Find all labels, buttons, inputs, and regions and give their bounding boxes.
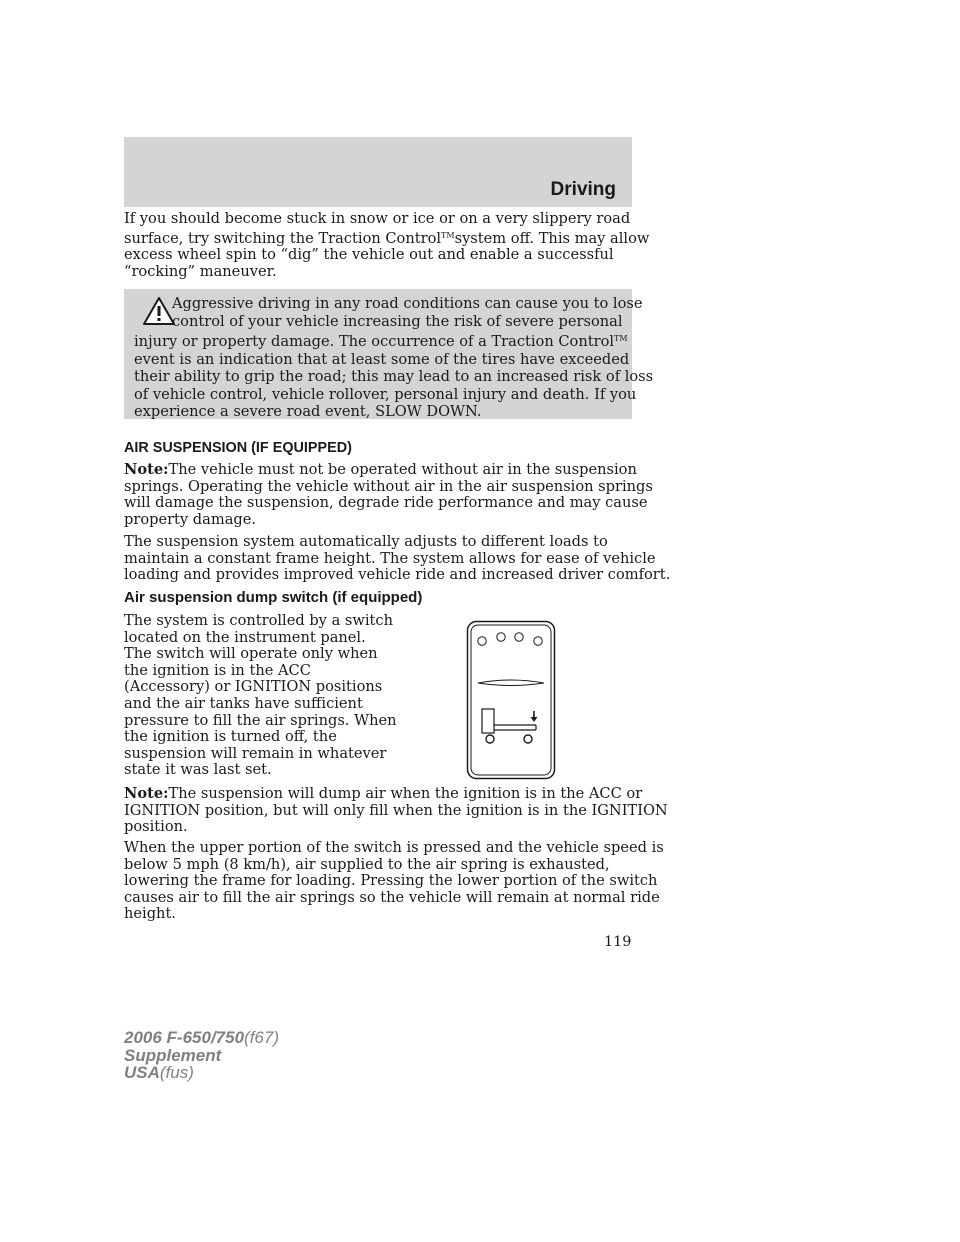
trademark-mark: TM	[614, 334, 628, 343]
text-line: The system is controlled by a switch	[124, 612, 393, 629]
text-line	[124, 461, 637, 479]
intro-paragraph	[124, 210, 650, 280]
dump-switch-paragraph	[124, 613, 424, 779]
text-line: causes air to fill the air springs so the vehicle will remain at normal ride	[124, 888, 660, 906]
text-line: height.	[124, 905, 176, 923]
footer-line	[124, 1029, 279, 1047]
text-line: The suspension system automatically adjusts to different loads to	[124, 533, 608, 550]
indicator-dot	[497, 633, 505, 641]
indicator-dot	[515, 633, 523, 641]
indicator-dot	[478, 637, 486, 645]
warning-box	[124, 289, 654, 420]
air-suspension-switch-illustration	[466, 620, 556, 780]
warning-text	[134, 295, 654, 421]
text-span: injury or property damage. The occurrence of a Traction Control	[134, 333, 615, 350]
text-line: pressure to fill the air springs. When	[124, 711, 397, 729]
footer-region: USA	[124, 1063, 160, 1083]
text-line: maintain a constant frame height. The system allows for ease of vehicle	[124, 549, 656, 567]
footer-line	[124, 1064, 279, 1082]
dump-switch-operation-paragraph	[124, 839, 664, 923]
text-line: loading and provides improved vehicle ride and increased driver comfort.	[124, 566, 671, 584]
footer-model: 2006 F-650/750	[124, 1028, 245, 1047]
air-suspension-paragraph	[124, 533, 671, 584]
text-line: If you should become stuck in snow or ice or on a very slippery road	[124, 210, 631, 227]
text-span: The suspension will dump air when the ignition is in the ACC or	[168, 785, 643, 802]
text-span: system off. This may allow	[454, 229, 650, 247]
text-line: springs. Operating the vehicle without air in the air suspension springs	[124, 477, 653, 495]
note-label: Note:	[124, 461, 169, 478]
footer-model-code: (f67)	[244, 1028, 280, 1047]
air-suspension-heading: AIR SUSPENSION (IF EQUIPPED)	[124, 440, 352, 456]
text-line: the ignition is turned off, the	[124, 728, 337, 746]
dump-switch-heading: Air suspension dump switch (if equipped)	[124, 589, 423, 606]
text-line: suspension will remain in whatever	[124, 744, 387, 762]
text-line: Aggressive driving in any road conditions can cause you to lose	[172, 295, 643, 312]
text-line: lowering the frame for loading. Pressing the lower portion of the switch	[124, 872, 658, 890]
dump-switch-note	[124, 785, 668, 836]
footer-region-code: (fus)	[159, 1063, 194, 1083]
note-label: Note:	[124, 785, 169, 802]
trademark-mark: TM	[441, 230, 455, 240]
indicator-dot	[534, 637, 542, 645]
text-line: event is an indication that at least some of the tires have exceeded	[134, 350, 630, 368]
text-line: of vehicle control, vehicle rollover, personal injury and death. If you	[134, 385, 637, 403]
text-line: will damage the suspension, degrade ride performance and may cause	[124, 494, 648, 512]
text-line: property damage.	[124, 510, 257, 528]
text-line: position.	[124, 818, 188, 836]
text-line: The switch will operate only when	[124, 645, 378, 663]
text-line	[124, 785, 643, 803]
page-number: 119	[604, 934, 632, 950]
text-line: and the air tanks have sufficient	[124, 694, 363, 712]
text-line	[134, 330, 628, 351]
text-line	[124, 228, 650, 248]
text-line: When the upper portion of the switch is pressed and the vehicle speed is	[124, 839, 664, 856]
document-footer	[124, 1029, 279, 1082]
text-line: “rocking” maneuver.	[124, 262, 277, 280]
text-line: experience a severe road event, SLOW DOWN.	[134, 403, 482, 420]
text-line: their ability to grip the road; this may lead to an increased risk of loss	[134, 368, 654, 385]
footer-doc: Supplement	[124, 1045, 222, 1065]
text-line: excess wheel spin to “dig” the vehicle out and enable a successful	[124, 246, 614, 264]
footer-line	[124, 1047, 279, 1065]
text-line: below 5 mph (8 km/h), air supplied to the air spring is exhausted,	[124, 855, 610, 873]
text-line: (Accessory) or IGNITION positions	[124, 678, 383, 696]
text-line: the ignition is in the ACC	[124, 661, 311, 679]
section-header-band	[124, 137, 632, 207]
section-title: Driving	[550, 179, 616, 200]
text-span: surface, try switching the Traction Control	[124, 229, 442, 247]
text-line: IGNITION position, but will only fill when the ignition is in the IGNITION	[124, 801, 668, 819]
text-line: located on the instrument panel.	[124, 628, 366, 646]
air-suspension-note	[124, 461, 653, 528]
text-line: control of your vehicle increasing the risk of severe personal	[172, 312, 623, 330]
text-line: state it was last set.	[124, 761, 272, 779]
text-span: The vehicle must not be operated without air in the suspension	[168, 461, 637, 478]
